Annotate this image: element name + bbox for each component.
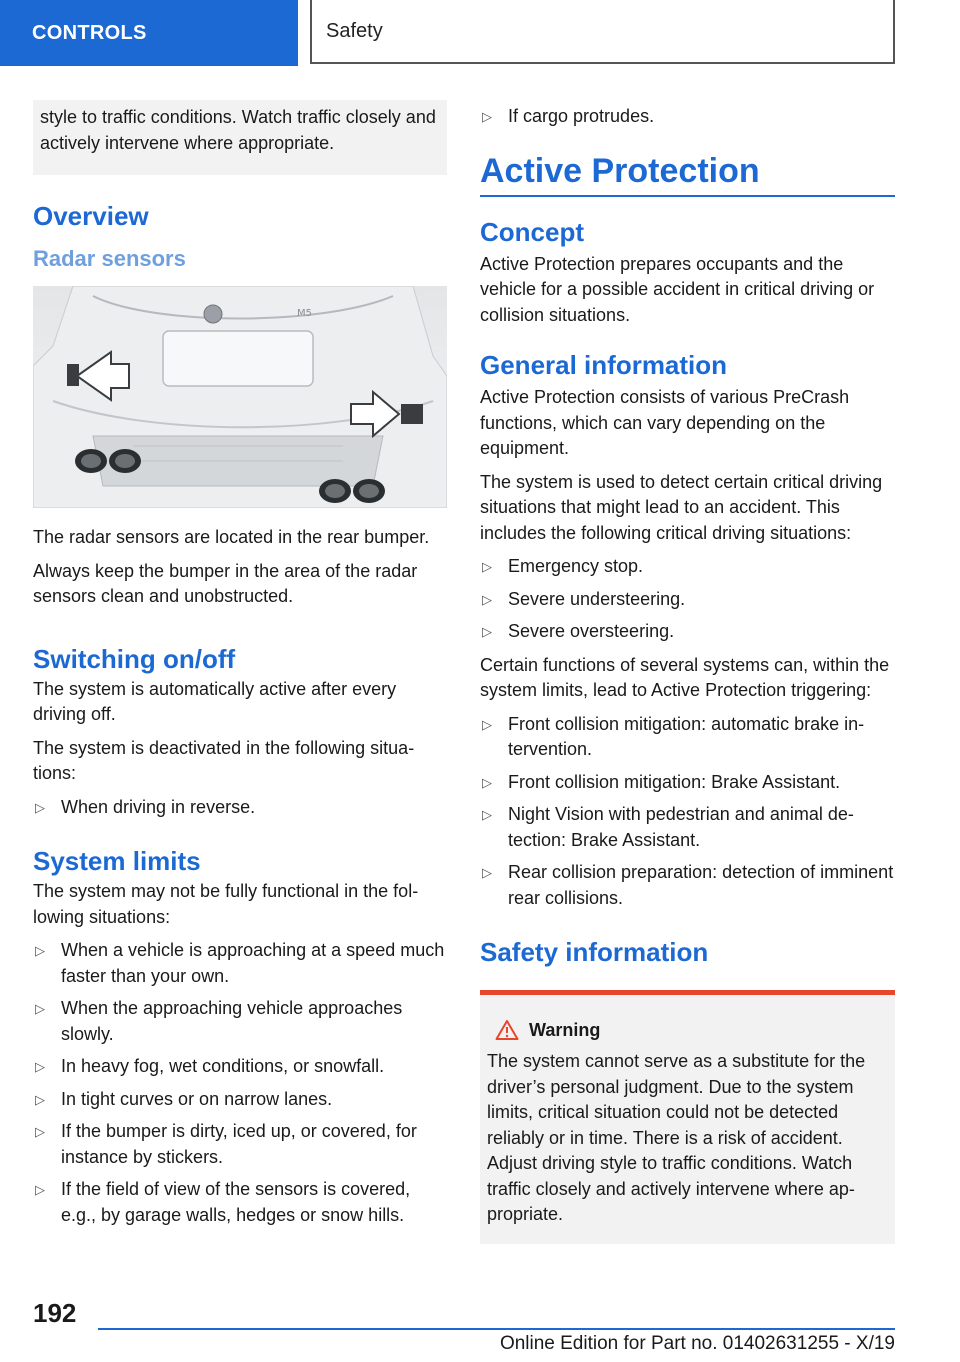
triangle-bullet-icon: ▷	[482, 807, 492, 822]
list-item: ▷ Front collision mitigation: automatic brake intervention.	[482, 713, 865, 759]
list-item: ▷ Front collision mitigation: Brake Assistant.	[480, 770, 895, 796]
active-protection-heading: Active Protection	[480, 152, 895, 197]
triangle-bullet-icon: ▷	[482, 559, 492, 574]
list-item: ▷ Severe understeering.	[480, 587, 895, 613]
critical-situations-list	[480, 554, 895, 645]
rear-bumper-radar-illustration	[33, 286, 447, 508]
warning-header	[495, 1019, 887, 1041]
limits-list	[33, 938, 447, 1228]
triangle-bullet-icon: ▷	[35, 1001, 45, 1016]
right-column	[480, 100, 895, 1244]
page-number: 192	[33, 1298, 77, 1328]
general-paragraph-1: Active Protection consists of various PreCrash functions, which can vary depending on the equipment.	[480, 387, 850, 458]
concept-paragraph: Active Protection prepares occupants and the vehicle for a possible accident in critical driving or collision situations.	[480, 253, 875, 325]
triangle-bullet-icon: ▷	[482, 774, 492, 790]
triangle-bullet-icon: ▷	[35, 1091, 45, 1107]
switching-paragraph-2: The system is deactivated in the following situations:	[33, 737, 415, 783]
overview-heading: Overview	[33, 201, 149, 231]
intro-continued-box: style to traffic conditions. Watch traffic closely and actively intervene where appropriate.	[33, 100, 447, 175]
trigger-functions-list	[480, 712, 895, 912]
list-item: ▷ Severe oversteering.	[480, 619, 895, 645]
list-item: ▷ Rear collision preparation: detection of imminent rear collisions.	[482, 862, 894, 908]
header-chapter-title: Safety	[310, 0, 895, 64]
radar-paragraph-2: Always keep the bumper in the area of the radar sensors clean and unobstructed.	[33, 560, 418, 606]
warning-box	[480, 990, 895, 1244]
list-item: ▷ Emergency stop.	[480, 554, 895, 580]
list-item: ▷ When a vehicle is approaching at a speed much faster than your own.	[35, 940, 445, 986]
radar-sensors-heading: Radar sensors	[33, 246, 186, 271]
triangle-bullet-icon: ▷	[482, 865, 492, 880]
concept-heading: Concept	[480, 216, 584, 247]
list-item: ▷ If cargo protrudes.	[480, 104, 895, 130]
footer-divider	[98, 1328, 895, 1330]
triangle-bullet-icon: ▷	[35, 1182, 45, 1197]
left-column	[33, 100, 447, 1236]
switching-paragraph-1: The system is automatically active after every driving off.	[33, 678, 397, 724]
triangle-bullet-icon: ▷	[482, 109, 492, 124]
radar-paragraph-1: The radar sensors are located in the rear bumper.	[33, 527, 430, 547]
general-information-heading: General information	[480, 350, 728, 380]
triangle-bullet-icon: ▷	[482, 624, 492, 639]
footer-edition: Online Edition for Part no. 01402631255 - X/19	[499, 1333, 895, 1354]
header-section-tab: CONTROLS	[0, 0, 298, 66]
triangle-bullet-icon: ▷	[35, 943, 45, 958]
warning-triangle-icon	[495, 1019, 519, 1041]
system-limits-heading: System limits	[33, 846, 201, 876]
triangle-bullet-icon: ▷	[482, 591, 492, 607]
triangle-bullet-icon: ▷	[482, 716, 492, 732]
list-item: ▷ If the field of view of the sensors is covered, e.g., by garage walls, hedges or snow hills.	[35, 1179, 411, 1225]
list-item: ▷ When the approaching vehicle approaches slowly.	[35, 998, 403, 1044]
list-item: ▷ In tight curves or on narrow lanes.	[33, 1087, 447, 1113]
cargo-list	[480, 104, 895, 130]
limits-paragraph: The system may not be fully functional in the following situations:	[33, 881, 419, 927]
list-item: ▷ In heavy fog, wet conditions, or snowfall.	[33, 1054, 447, 1080]
warning-label: Warning	[529, 1019, 601, 1040]
list-item: ▷ If the bumper is dirty, iced up, or covered, for instance by stickers.	[35, 1121, 417, 1167]
list-item: ▷ Night Vision with pedestrian and animal detection: Brake Assistant.	[482, 804, 854, 850]
safety-information-heading: Safety information	[480, 937, 709, 967]
general-paragraph-3: Certain functions of several systems can, within the system limits, lead to Active Protection triggering:	[480, 654, 890, 700]
triangle-bullet-icon: ▷	[35, 799, 45, 815]
switching-heading: Switching on/off	[33, 643, 236, 674]
list-item: ▷ When driving in reverse.	[33, 795, 447, 821]
svg-text:M5: M5	[297, 308, 312, 319]
triangle-bullet-icon: ▷	[35, 1124, 45, 1139]
switching-list	[33, 795, 447, 821]
general-paragraph-2: The system is used to detect certain critical driving situations that might lead to an accident. This includes the following critical driving situations:	[480, 471, 883, 543]
triangle-bullet-icon: ▷	[35, 1059, 45, 1074]
warning-text: The system cannot serve as a substitute for the driver’s personal judgment. Due to the system limits, critical situation could not be detected reliably or in time. There is a risk of accident. Adjust driving style to traffic conditions. Watch traffic closely and actively intervene where appropriate.	[487, 1051, 866, 1224]
